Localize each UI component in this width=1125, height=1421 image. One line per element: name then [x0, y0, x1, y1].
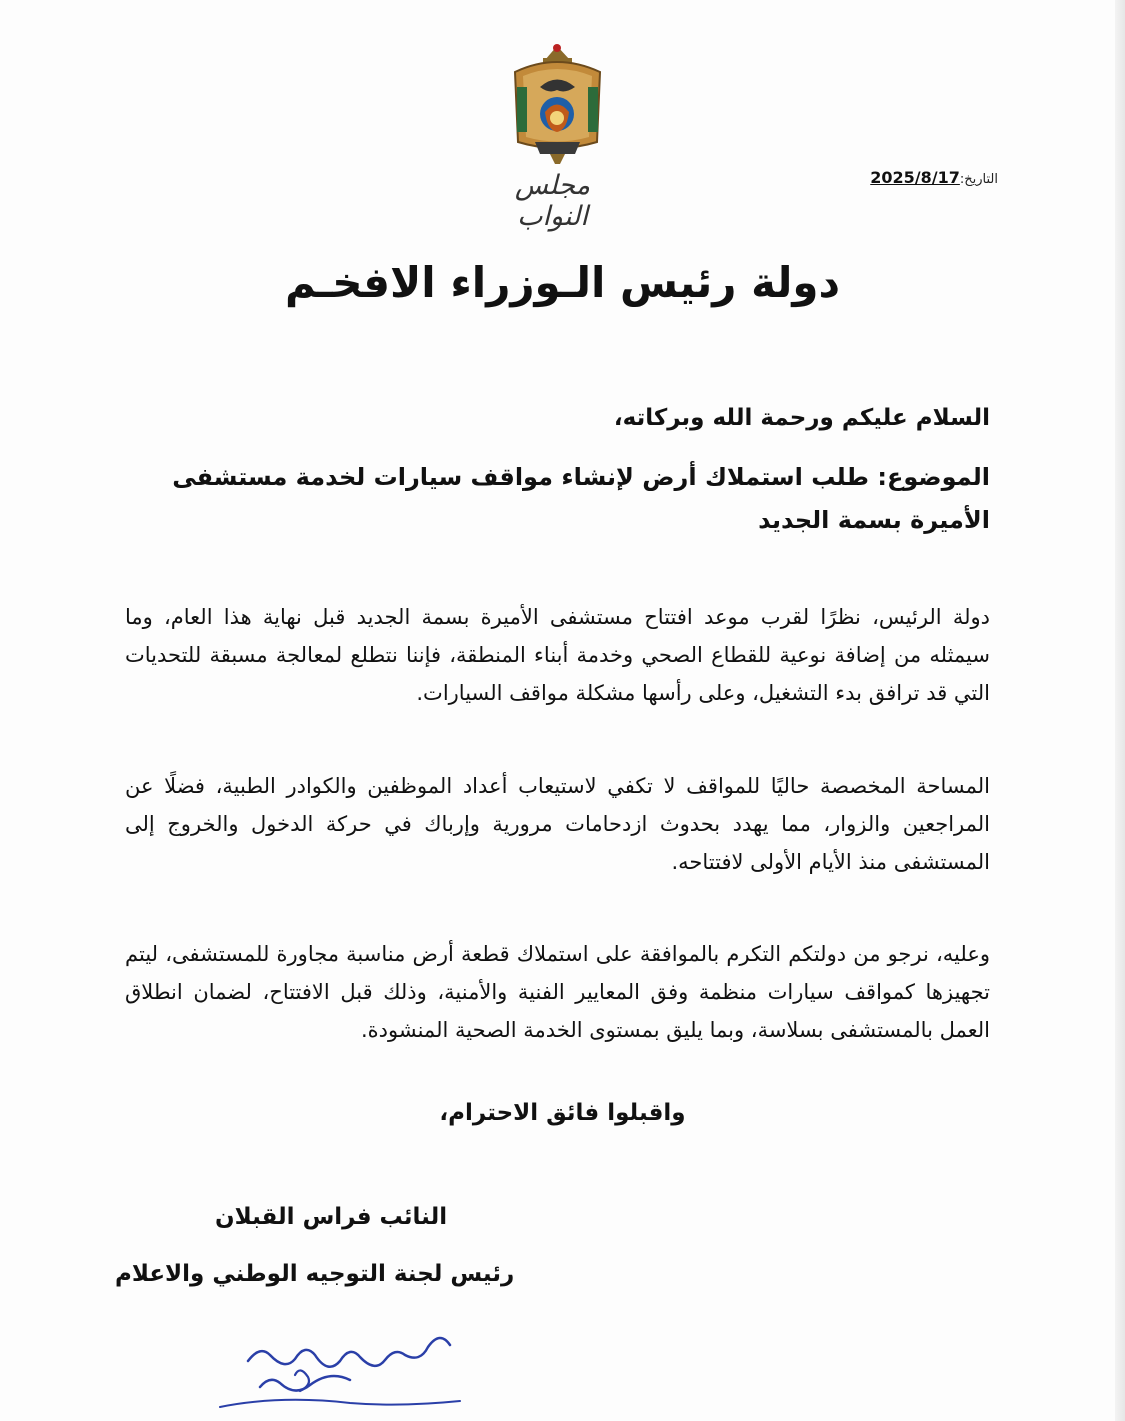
body-paragraph-2: المساحة المخصصة حاليًا للمواقف لا تكفي لاستيعاب أعداد الموظفين والكوادر الطبية، فضلًا عن المراجعين والزوار، مما يهدد بحدوث ازدحامات مرورية وإرباك في حركة الدخول والخروج إلى المستشفى منذ الأيام الأولى لافتتاحه.	[125, 774, 990, 874]
date-block	[870, 168, 998, 187]
signer-name: النائب فراس القبلان	[215, 1204, 448, 1230]
body-paragraph-1: دولة الرئيس، نظرًا لقرب موعد افتتاح مستشفى الأميرة بسمة الجديد قبل نهاية هذا العام، وما سيمثله من إضافة نوعية للقطاع الصحي وخدمة أبناء المنطقة، فإننا نتطلع لمعالجة مسبقة للتحديات التي قد ترافق بدء التشغيل، وعلى رأسها مشكلة مواقف السيارات.	[125, 605, 990, 705]
parliament-name-logo: مجلس النواب	[514, 170, 591, 232]
closing-line: واقبلوا فائق الاحترام،	[439, 1100, 686, 1126]
jordan-coat-of-arms-icon	[505, 42, 610, 167]
page-edge-shadow	[1115, 0, 1125, 1421]
date-label: التاريخ:	[959, 172, 998, 187]
signer-title: رئيس لجنة التوجيه الوطني والاعلام	[115, 1261, 515, 1287]
subject-line: الموضوع: طلب استملاك أرض لإنشاء مواقف سيارات لخدمة مستشفى الأميرة بسمة الجديد	[172, 463, 990, 534]
greeting-line: السلام عليكم ورحمة الله وبركاته،	[613, 405, 990, 431]
handwritten-signature	[200, 1325, 470, 1415]
body-paragraph-3: وعليه، نرجو من دولتكم التكرم بالموافقة على استملاك قطعة أرض مناسبة مجاورة للمستشفى، ليتم تجهيزها كمواقف سيارات منظمة وفق المعايير الفنية والأمنية، وذلك قبل الافتتاح، لضمان انطلاق العمل بالمستشفى بسلاسة، وبما يليق بمستوى الخدمة الصحية المنشودة.	[125, 942, 990, 1042]
date-value: 2025/8/17	[870, 168, 960, 187]
addressee-heading: دولة رئيس الـوزراء الافخـم	[284, 258, 841, 307]
